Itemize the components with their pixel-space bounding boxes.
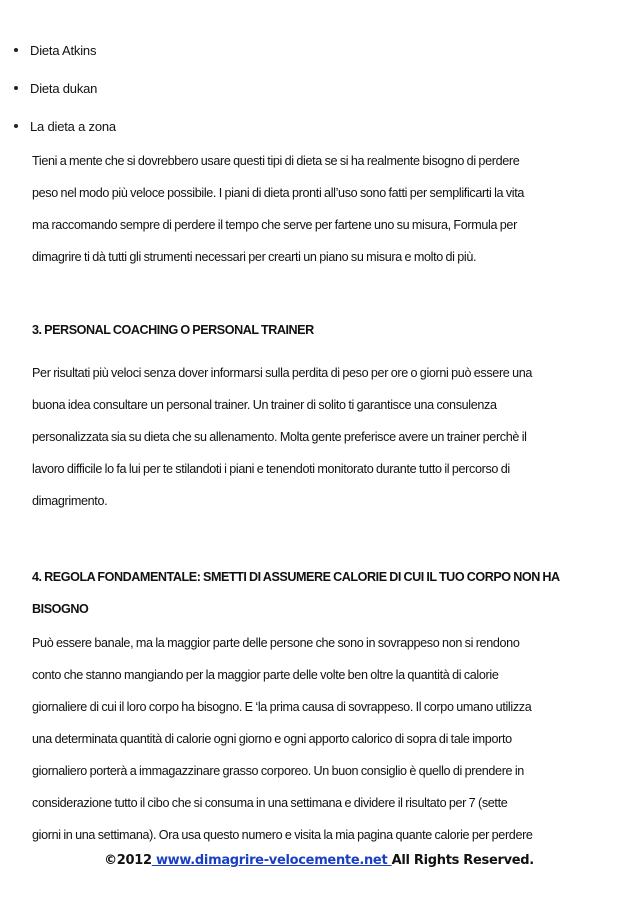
text-line: una determinata quantità di calorie ogni giorno e ogni apporto calorico di sopra di tale importo (32, 732, 512, 746)
rights-text: All Rights Reserved. (391, 853, 534, 868)
bullet-icon (14, 124, 18, 128)
website-link[interactable]: www.dimagrire-velocemente.net (151, 853, 392, 868)
heading-line: 3. PERSONAL COACHING O PERSONAL TRAINER (32, 323, 314, 337)
heading-line: 4. REGOLA FONDAMENTALE: SMETTI DI ASSUMERE CALORIE DI CUI IL TUO CORPO NON HA (32, 570, 560, 584)
bullet-icon (14, 86, 18, 90)
list-item (12, 114, 116, 138)
copyright-text: ©2012 (104, 853, 152, 868)
bullet-text: Dieta Atkins (30, 42, 97, 58)
list-item (12, 38, 116, 62)
text-line: conto che stanno mangiando per la maggior parte delle volte ben oltre la quantità di calorie (32, 668, 499, 682)
paragraph-personal-trainer (32, 357, 617, 517)
text-line: giornaliere di cui il loro corpo ha bisogno. E ‘la prima causa di sovrappeso. Il corpo umano utilizza (32, 700, 532, 714)
bullet-text: La dieta a zona (30, 118, 116, 134)
text-line: ma raccomando sempre di perdere il tempo che serve per fartene uno su misura, Formula per (32, 218, 517, 232)
text-line: giornaliero porterà a immagazzinare grasso corporeo. Un buon consiglio è quello di prendere in (32, 764, 524, 778)
text-line: lavoro difficile lo fa lui per te stilandoti i piani e tenendoti monitorato durante tutto il percorso di (32, 462, 510, 476)
text-line: considerazione tutto il cibo che si consuma in una settimana e dividere il risultato per 7 (sette (32, 796, 508, 810)
paragraph-diet-note (32, 145, 617, 273)
text-line: Per risultati più veloci senza dover informarsi sulla perdita di peso per ore o giorni può essere una (32, 366, 533, 380)
heading-line: BISOGNO (32, 602, 89, 616)
text-line: giorni in una settimana). Ora usa questo numero e visita la mia pagina quante calorie per perdere (32, 828, 533, 842)
section-heading-3 (32, 314, 314, 346)
list-item (12, 76, 116, 100)
diet-bullet-list (12, 38, 116, 152)
text-line: dimagrire ti dà tutti gli strumenti necessari per crearti un piano su misura e molto di più. (32, 250, 477, 264)
section-heading-4 (32, 561, 560, 625)
paragraph-calories (32, 627, 617, 851)
bullet-text: Dieta dukan (30, 80, 98, 96)
text-line: dimagrimento. (32, 494, 108, 508)
text-line: Tieni a mente che si dovrebbero usare questi tipi di dieta se si ha realmente bisogno di perdere (32, 154, 520, 168)
text-line: peso nel modo più veloce possibile. I piani di dieta pronti all’uso sono fatti per semplificarti la vita (32, 186, 525, 200)
text-line: Può essere banale, ma la maggior parte delle persone che sono in sovrappeso non si rendono (32, 636, 520, 650)
bullet-icon (14, 48, 18, 52)
text-line: personalizzata sia su dieta che su allenamento. Molta gente preferisce avere un trainer perchè il (32, 430, 527, 444)
text-line: buona idea consultare un personal trainer. Un trainer di solito ti garantisce una consulenza (32, 398, 497, 412)
page-footer (0, 853, 638, 868)
